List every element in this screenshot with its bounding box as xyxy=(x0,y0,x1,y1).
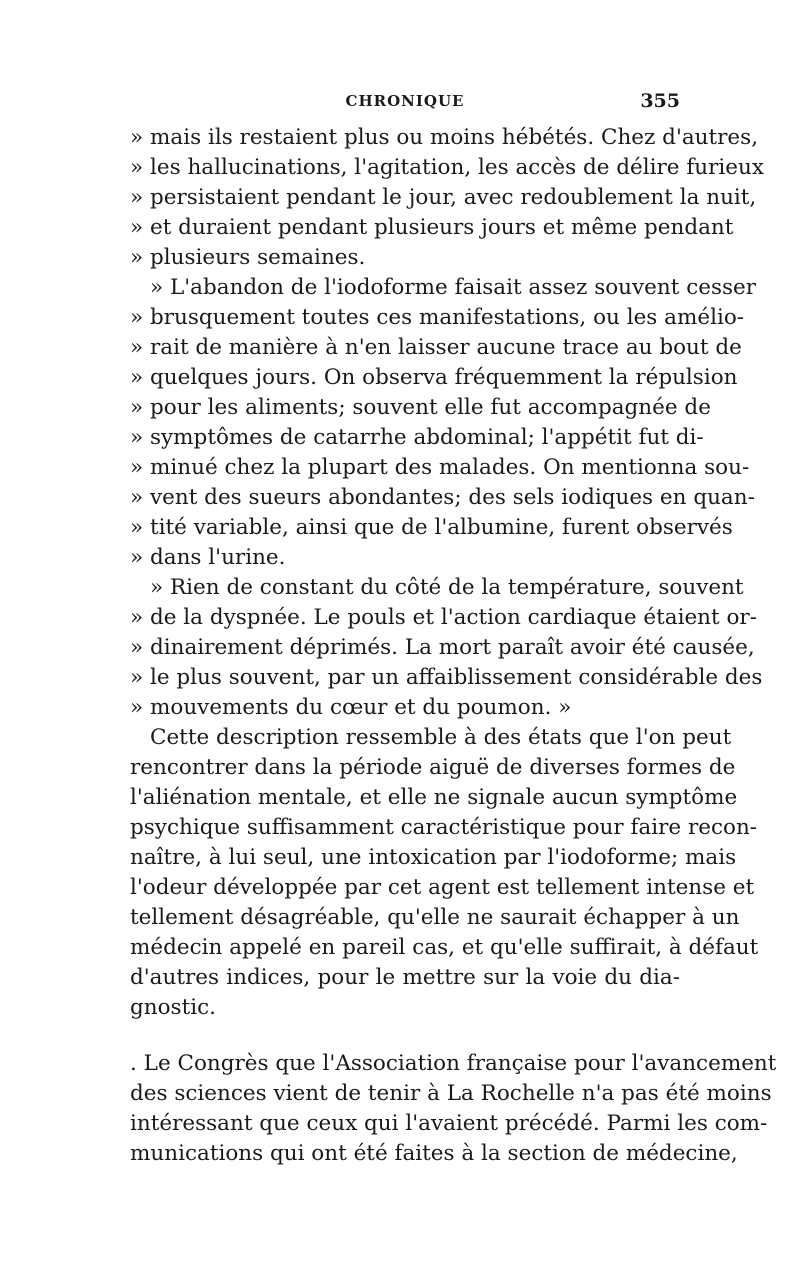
text-line: naître, à lui seul, une intoxication par l'iodoforme; mais xyxy=(130,845,737,870)
text-line: » le plus souvent, par un affaiblissement considérable des xyxy=(130,665,763,690)
text-line: » dans l'urine. xyxy=(130,545,286,570)
text-line: » L'abandon de l'iodoforme faisait assez souvent cesser xyxy=(150,275,757,300)
text-line: » tité variable, ainsi que de l'albumine, furent observés xyxy=(130,515,733,540)
text-line: tellement désagréable, qu'elle ne saurait échapper à un xyxy=(130,905,740,930)
text-line: . Le Congrès que l'Association française pour l'avancement xyxy=(130,1051,777,1076)
text-line: gnostic. xyxy=(130,995,216,1020)
text-line: » de la dyspnée. Le pouls et l'action cardiaque étaient or- xyxy=(130,605,757,630)
text-line: des sciences vient de tenir à La Rochelle n'a pas été moins xyxy=(130,1081,772,1106)
text-line: » plusieurs semaines. xyxy=(130,245,366,270)
text-line: » Rien de constant du côté de la température, souvent xyxy=(150,575,744,600)
text-line: » mais ils restaient plus ou moins hébétés. Chez d'autres, xyxy=(130,125,759,150)
text-line: » persistaient pendant le jour, avec redoublement la nuit, xyxy=(130,185,757,210)
text-line: » mouvements du cœur et du poumon. » xyxy=(130,695,572,720)
running-head: CHRONIQUE xyxy=(345,92,465,110)
text-line: » et duraient pendant plusieurs jours et même pendant xyxy=(130,215,734,240)
text-line: médecin appelé en pareil cas, et qu'elle suffirait, à défaut xyxy=(130,935,759,960)
text-line: l'aliénation mentale, et elle ne signale aucun symptôme xyxy=(130,785,738,810)
text-line: munications qui ont été faites à la section de médecine, xyxy=(130,1141,738,1166)
text-line: » vent des sueurs abondantes; des sels iodiques en quan- xyxy=(130,485,755,510)
page-header xyxy=(130,90,680,116)
text-line: d'autres indices, pour le mettre sur la voie du dia- xyxy=(130,965,680,990)
page-number: 355 xyxy=(640,90,680,112)
text-line: Cette description ressemble à des états que l'on peut xyxy=(150,725,732,750)
text-line: l'odeur développée par cet agent est tellement intense et xyxy=(130,875,755,900)
text-line: » les hallucinations, l'agitation, les accès de délire furieux xyxy=(130,155,764,180)
text-line: intéressant que ceux qui l'avaient précédé. Parmi les com- xyxy=(130,1111,768,1136)
text-line: » brusquement toutes ces manifestations, ou les amélio- xyxy=(130,305,745,330)
text-line: psychique suffisamment caractéristique pour faire recon- xyxy=(130,815,758,840)
text-line: » dinairement déprimés. La mort paraît avoir été causée, xyxy=(130,635,755,660)
text-line: rencontrer dans la période aiguë de diverses formes de xyxy=(130,755,736,780)
text-line: » quelques jours. On observa fréquemment la répulsion xyxy=(130,365,738,390)
text-line: » minué chez la plupart des malades. On mentionna sou- xyxy=(130,455,750,480)
text-line: » symptômes de catarrhe abdominal; l'appétit fut di- xyxy=(130,425,704,450)
text-line: » pour les aliments; souvent elle fut accompagnée de xyxy=(130,395,711,420)
text-line: » rait de manière à n'en laisser aucune trace au bout de xyxy=(130,335,742,360)
